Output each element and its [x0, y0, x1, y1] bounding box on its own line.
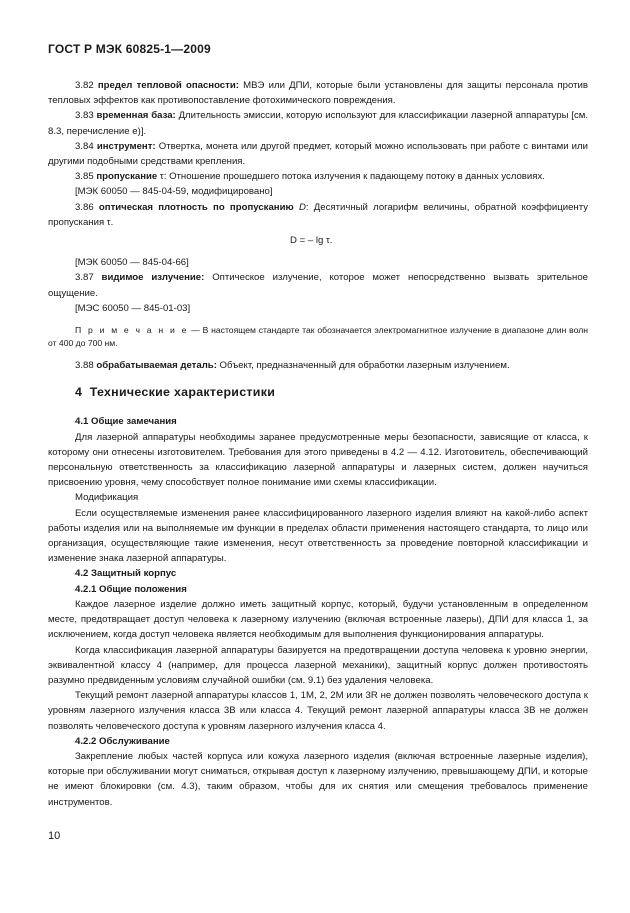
- paragraph: Текущий ремонт лазерной аппаратуры классов 1, 1М, 2, 2М или 3R не должен позволять человеческого доступа к уровням лазерного излучения класса 3В или класса 4. Текущий ремонт лазерной аппаратуры класса 3В не должен позволять человеческого доступа к уровням лазерного излучения класса 4.: [48, 690, 588, 732]
- clause-number: 3.88: [75, 360, 97, 372]
- clause-number: 3.87: [75, 272, 102, 284]
- subsection-heading-4-1: 4.1 Общие замечания: [75, 416, 177, 428]
- clause-number: 3.83: [75, 110, 97, 122]
- term: предел тепловой опасности:: [97, 80, 239, 91]
- definition-3-85: [48, 169, 588, 184]
- definition-3-83: [48, 108, 588, 138]
- definition-text: МВЭ или ДПИ, которые были установлены для защиты персонала против тепловых эффектов как противопоставление фотохимического повреждения.: [48, 80, 588, 107]
- paragraph: Когда классификация лазерной аппаратуры базируется на предотвращении доступа человека к уровню энергии, эквивалентной классу 4 (например, для процесса лазерной механики), защитный корпус должен противостоять разумно предвиденным условиям случайной ошибки (см. 9.1) без удаления человека.: [48, 644, 588, 686]
- paragraph-heading: Модификация: [75, 492, 139, 504]
- definition-text: Объект, предназначенный для обработки лазерным излучением.: [216, 360, 510, 372]
- definition-3-87: [48, 270, 588, 300]
- term: инструмент:: [96, 140, 156, 152]
- clause-number: 3.85: [75, 171, 97, 183]
- subsection-heading-4-2: 4.2 Защитный корпус: [75, 568, 177, 580]
- symbol: τ: [157, 171, 164, 183]
- reference-3-87: [МЭС 60050 — 845-01-03]: [75, 302, 191, 314]
- note: [48, 324, 588, 350]
- paragraph: Если осуществляемые изменения ранее классифицированного лазерного изделия влияют на какой-либо аспект работы изделия или на выполняемые им функции в пределах области применения настоящего стандарта, то лицо или организация, осуществляющие такие изменения, несут ответственность за проведение повторной классификации и изменение знака лазерной аппаратуры.: [48, 507, 588, 565]
- definition-3-84: [48, 139, 588, 169]
- paragraph: Для лазерной аппаратуры необходимы заранее предусмотренные меры безопасности, зависящие от класса, к которому они отнесены изготовителем. Требования для этого приведены в 4.2 — 4.12. Изготовитель, обеспечивающий персональную ответственность за классификацию лазерной аппаратуры и лазерных систем, должен научиться присвоению уровня, чему способствует полное понимание ими схемы классификации.: [48, 431, 588, 489]
- term: обрабатываемая деталь:: [96, 360, 217, 372]
- definition-text: Оптическое излучение, которое может непосредственно вызвать зрительное ощущение.: [48, 272, 589, 299]
- reference-3-85: [МЭК 60050 — 845-04-59, модифицировано]: [75, 186, 273, 198]
- clause-number: 3.84: [75, 140, 97, 152]
- clause-number: 3.82: [75, 80, 98, 91]
- term: временная база:: [96, 110, 176, 122]
- formula: D = – lg τ.: [290, 235, 333, 247]
- definition-text: : Отношение прошедшего потока излучения к падающему потоку в данных условиях.: [163, 171, 545, 183]
- clause-number: 3.86: [75, 201, 99, 213]
- definition-3-88: [48, 358, 588, 373]
- section-number: 4: [75, 385, 83, 400]
- definition-3-82: [48, 78, 588, 108]
- reference-3-86: [МЭК 60050 — 845-04-66]: [75, 257, 189, 269]
- subsection-heading-4-2-2: 4.2.2 Обслуживание: [75, 735, 170, 747]
- document-body: [48, 78, 588, 810]
- definition-text: : Десятичный логарифм величины, обратной коэффициенту пропускания τ.: [48, 201, 589, 228]
- term: видимое излучение:: [101, 272, 205, 284]
- section-heading: [48, 385, 588, 400]
- page-number: 10: [48, 830, 61, 842]
- note-text: — В настоящем стандарте так обозначается электромагнитное излучение в диапазоне длин волн от 400 до 700 нм.: [48, 325, 588, 349]
- definition-text: Длительность эмиссии, которую используют для классификации лазерной аппаратуры [см. 8.3, перечисление е)].: [48, 110, 589, 137]
- section-title: Технические характеристики: [89, 385, 276, 400]
- document-header: ГОСТ Р МЭК 60825-1—2009: [48, 42, 211, 56]
- subsection-heading-4-2-1: 4.2.1 Общие положения: [75, 583, 187, 595]
- definition-text: Отвертка, монета или другой предмет, который можно использовать при работе с винтами или другими подобными средствами крепления.: [48, 140, 588, 168]
- paragraph: Каждое лазерное изделие должно иметь защитный корпус, который, будучи установленным в определенном месте, предотвращает доступ человека к лазерному излучению (включая встроенные лазеры), ДПИ для класса 1, за исключением, когда доступ человека является необходимым для выполнения функционирования аппаратуры.: [48, 598, 588, 641]
- symbol: D: [293, 201, 306, 213]
- term: оптическая плотность по пропусканию: [98, 201, 294, 213]
- definition-3-86: [48, 200, 588, 230]
- note-label: П р и м е ч а н и е: [75, 325, 189, 336]
- paragraph: Закрепление любых частей корпуса или кожуха лазерного изделия (включая встроенные лазерные изделия), которые при обслуживании могут сниматься, открывая доступ к лазерному излучению, превышающему ДПИ, и которые не имеют блокировки (см. 4.3), таким образом, чтобы для их снятия или смещения требовалось применение инструментов.: [48, 750, 588, 808]
- term: пропускание: [96, 171, 158, 183]
